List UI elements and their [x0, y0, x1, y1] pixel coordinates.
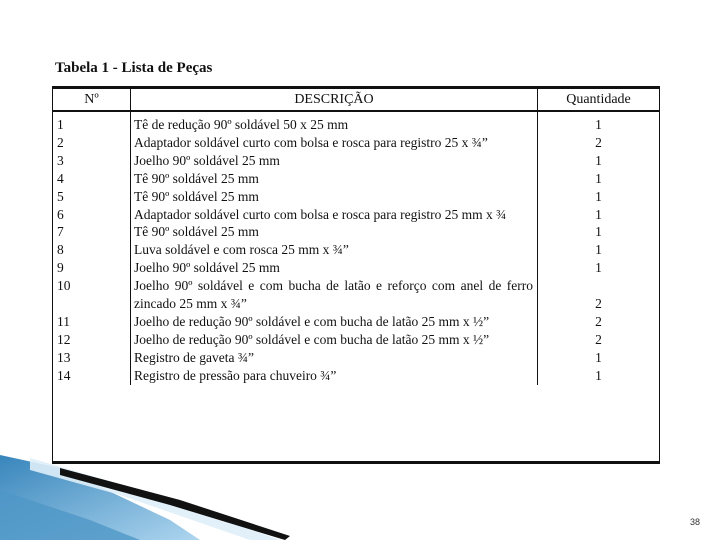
row-description: Joelho 90º soldável e com bucha de latão e reforço com anel de ferro zincado 25 mm x ¾” [131, 277, 538, 313]
row-quantity: 1 [595, 152, 602, 168]
row-number: 6 [57, 206, 64, 222]
table-row [53, 223, 659, 241]
row-number: 10 [57, 278, 71, 294]
row-description: Tê 90º soldável 25 mm [131, 223, 538, 241]
row-quantity: 1 [595, 349, 602, 365]
row-quantity: 1 [595, 170, 602, 186]
row-number: 9 [57, 260, 64, 276]
row-quantity: 1 [595, 206, 602, 222]
row-number: 13 [57, 349, 71, 365]
row-number: 7 [57, 224, 64, 240]
row-quantity: 2 [595, 331, 602, 347]
table-title: Tabela 1 - Lista de Peças [55, 60, 213, 76]
row-description: Joelho 90º soldável 25 mm [131, 259, 538, 277]
row-number: 12 [57, 331, 71, 347]
row-number: 11 [57, 313, 70, 329]
row-description: Tê 90º soldável 25 mm [131, 188, 538, 206]
row-quantity: 1 [595, 260, 602, 276]
row-description: Registro de gaveta ¾” [131, 349, 538, 367]
row-quantity: 2 [595, 313, 602, 329]
table-row [53, 367, 659, 385]
row-quantity: 2 [595, 134, 602, 150]
row-description: Tê 90º soldável 25 mm [131, 170, 538, 188]
row-number: 8 [57, 242, 64, 258]
header-number: Nº [53, 89, 131, 111]
row-description: Joelho 90º soldável 25 mm [131, 152, 538, 170]
table-row [53, 259, 659, 277]
page-number: 38 [690, 517, 701, 527]
header-quantity: Quantidade [538, 89, 660, 111]
table-body [53, 111, 659, 385]
row-description: Tê de redução 90º soldável 50 x 25 mm [131, 111, 538, 134]
table-row [53, 206, 659, 224]
table-row [53, 313, 659, 331]
row-description: Registro de pressão para chuveiro ¾” [131, 367, 538, 385]
row-description: Adaptador soldável curto com bolsa e rosca para registro 25 x ¾” [131, 134, 538, 152]
row-number: 3 [57, 152, 64, 168]
row-number: 1 [57, 117, 64, 132]
row-quantity: 1 [595, 188, 602, 204]
row-quantity: 1 [595, 367, 602, 383]
table-header-row [53, 89, 659, 111]
row-number: 5 [57, 188, 64, 204]
row-quantity: 1 [595, 242, 602, 258]
table-row [53, 349, 659, 367]
row-quantity: 1 [595, 117, 602, 132]
row-description: Joelho de redução 90º soldável e com bucha de latão 25 mm x ½” [131, 313, 538, 331]
table-row [53, 331, 659, 349]
table-row [53, 152, 659, 170]
row-number: 14 [57, 367, 71, 383]
table-row [53, 111, 659, 134]
row-number: 2 [57, 134, 64, 150]
parts-table [52, 86, 660, 464]
row-description: Adaptador soldável curto com bolsa e rosca para registro 25 mm x ¾ [131, 206, 538, 224]
table-row [53, 170, 659, 188]
row-quantity: 2 [595, 296, 602, 312]
header-description: DESCRIÇÃO [131, 89, 538, 111]
table-row [53, 277, 659, 313]
row-description: Luva soldável e com rosca 25 mm x ¾” [131, 241, 538, 259]
row-quantity: 1 [595, 224, 602, 240]
table-row [53, 134, 659, 152]
row-description: Joelho de redução 90º soldável e com bucha de latão 25 mm x ½” [131, 331, 538, 349]
table-row [53, 241, 659, 259]
table-row [53, 188, 659, 206]
row-number: 4 [57, 170, 64, 186]
